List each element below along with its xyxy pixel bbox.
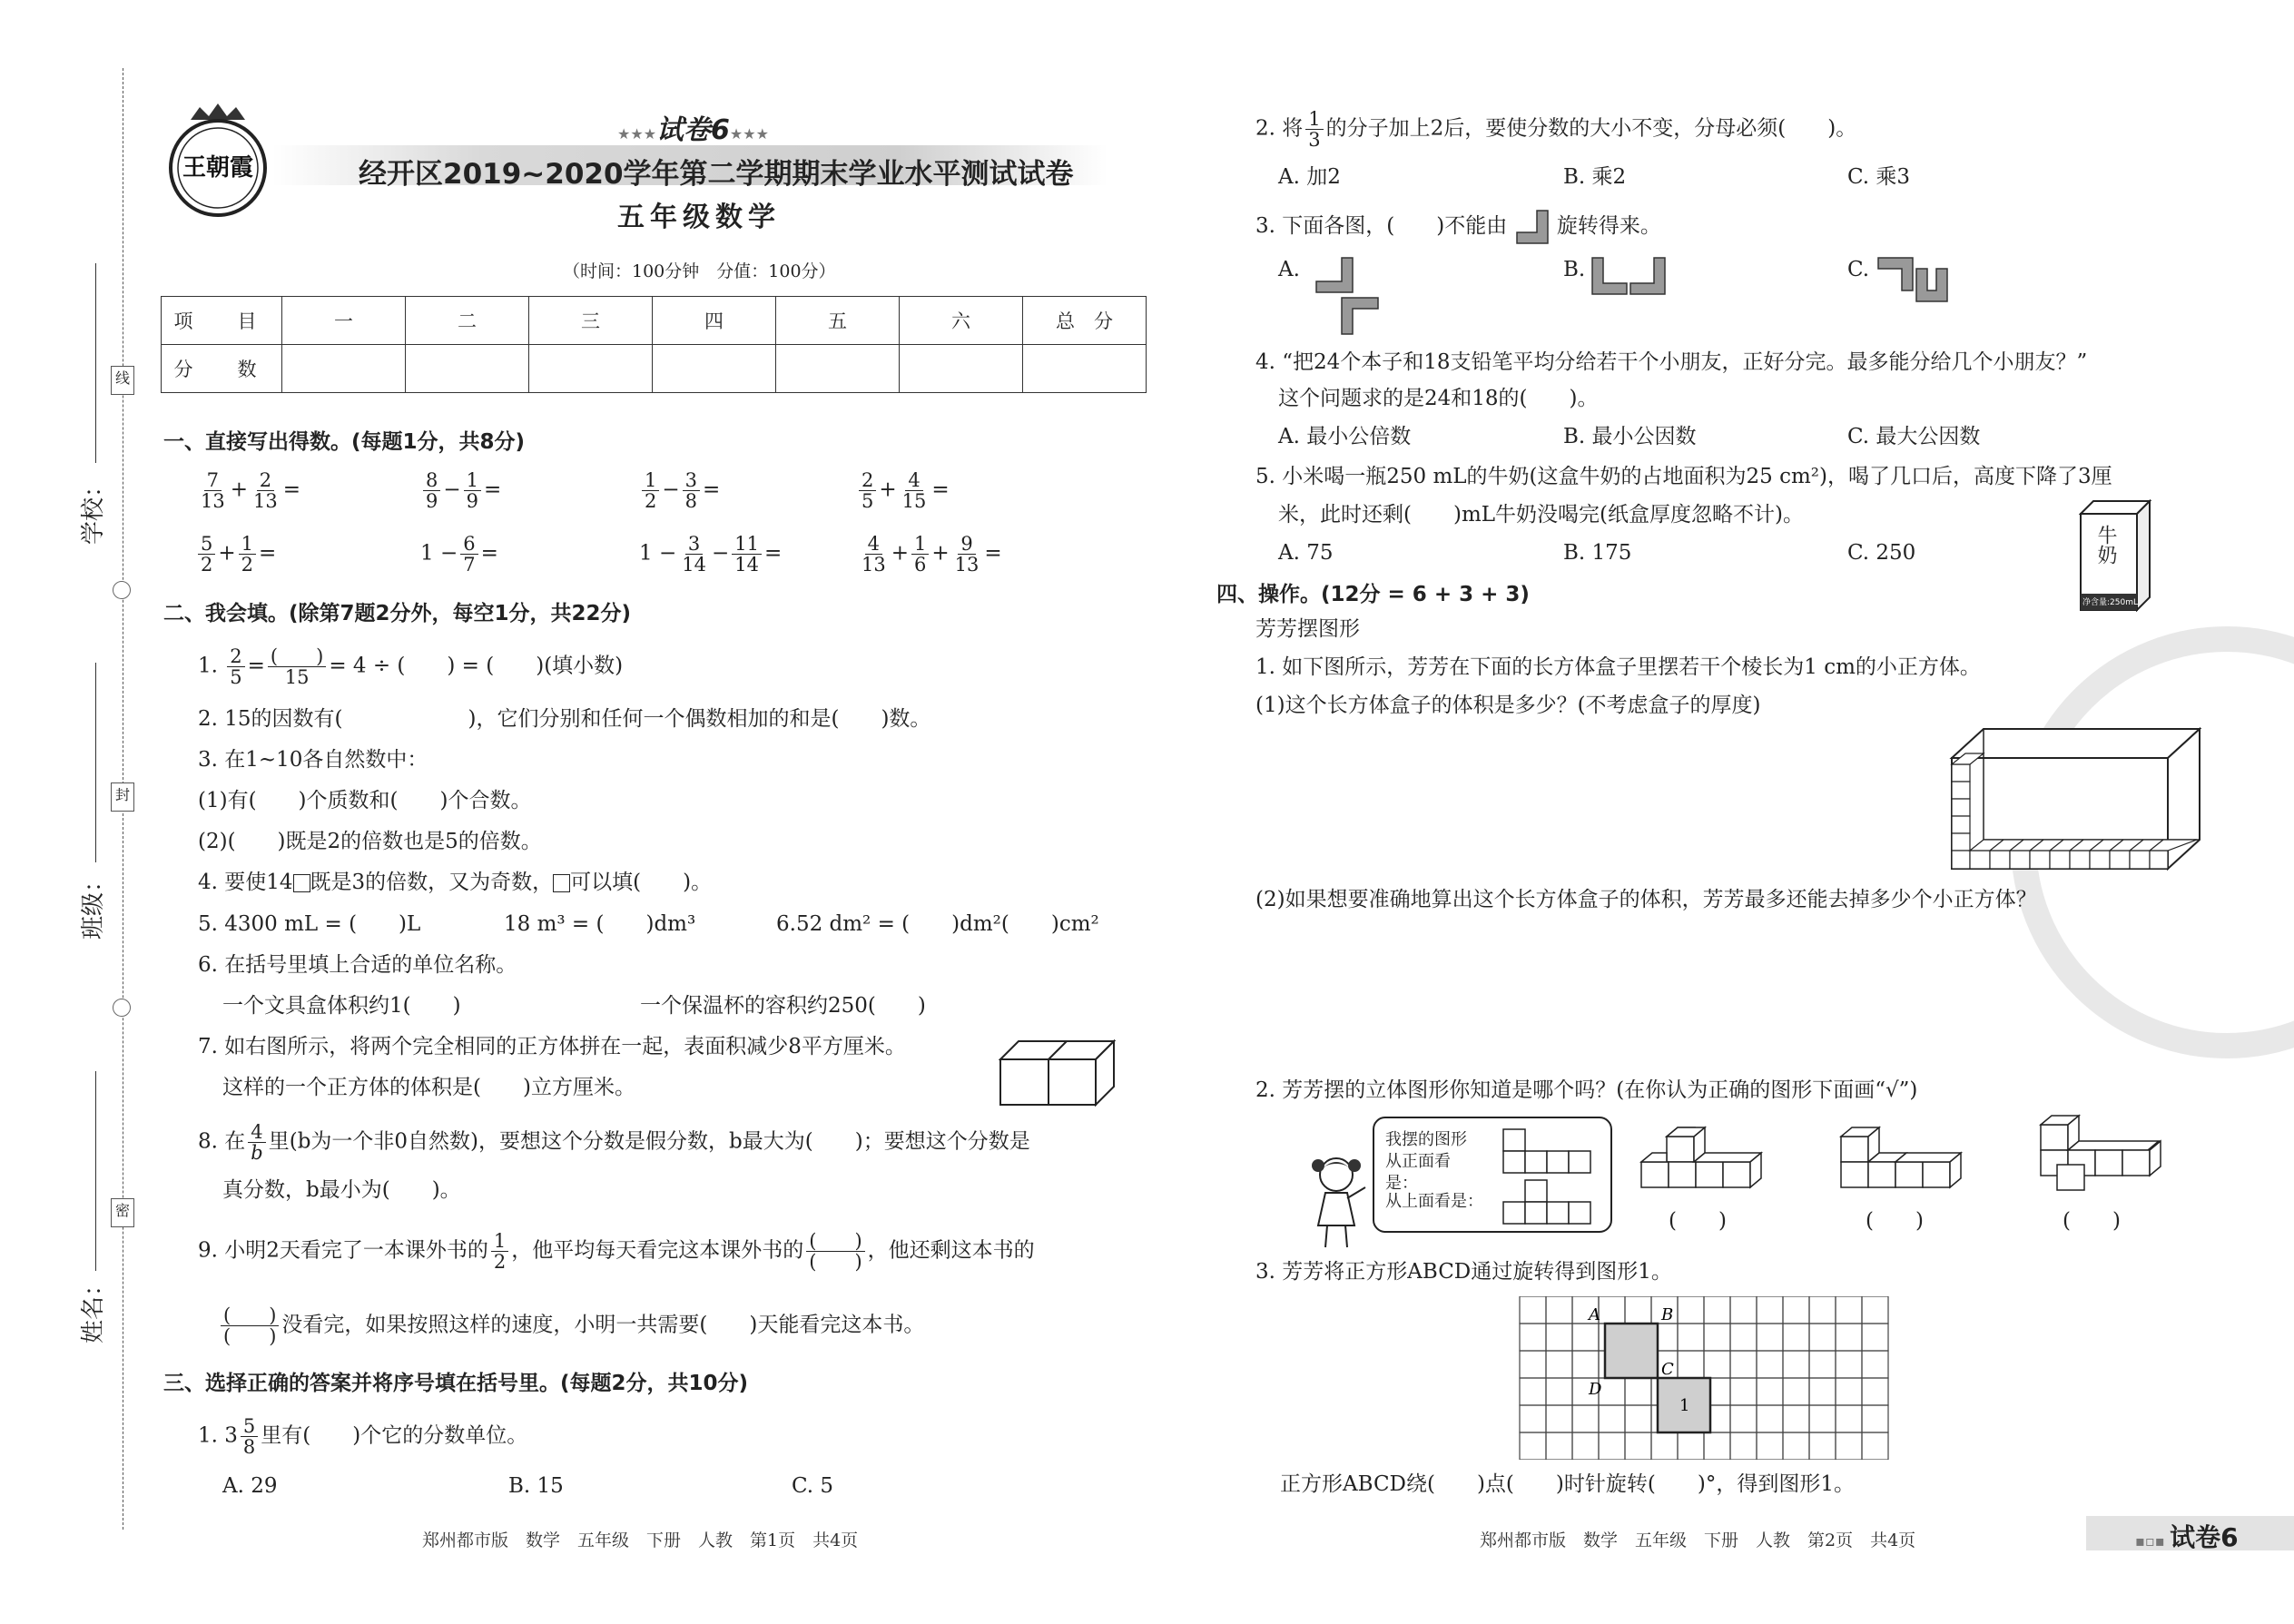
solid-answer-1[interactable]: ( ) bbox=[1669, 1209, 1727, 1233]
calc-2: $\frac{8}{9}$ − $\frac{1}{9}$ = bbox=[420, 470, 501, 511]
grid-cell bbox=[1809, 1432, 1836, 1460]
binding-mark-secret: 密 bbox=[111, 1198, 134, 1227]
grid-cell bbox=[1704, 1432, 1730, 1460]
score-cell[interactable] bbox=[1023, 345, 1147, 393]
s2-q6b: 一个保温杯的容积约250( ) bbox=[640, 994, 926, 1018]
grid-cell bbox=[1625, 1378, 1651, 1405]
grid-cell bbox=[1757, 1378, 1783, 1405]
score-cell[interactable] bbox=[653, 345, 776, 393]
front-view-shape bbox=[1501, 1127, 1592, 1178]
calc-6: 1 − $\frac{6}{7}$ = bbox=[420, 533, 498, 576]
grid-cell bbox=[1809, 1378, 1836, 1405]
solid-option-2 bbox=[1839, 1126, 1966, 1191]
binding-circle-1 bbox=[113, 581, 131, 599]
score-row-label: 分 数 bbox=[162, 345, 282, 393]
score-cell[interactable] bbox=[776, 345, 900, 393]
grid-cell bbox=[1625, 1296, 1651, 1324]
calc-8: $\frac{4}{13}$ + $\frac{1}{6}$ + $\frac{9}{13}$ = bbox=[861, 533, 1002, 576]
s4-q1b: (2)如果想要准确地算出这个长方体盒子的体积，芳芳最多还能去掉多少个小正方体？ bbox=[1255, 888, 2037, 911]
s3-q2-option-c[interactable]: C. 乘3 bbox=[1847, 165, 1911, 189]
footer-right: 郑州都市版 数学 五年级 下册 人教 第2页 共4页 bbox=[1480, 1530, 1916, 1550]
grid-cell bbox=[1783, 1296, 1809, 1324]
score-header-total: 总 分 bbox=[1023, 297, 1147, 345]
grid-cell bbox=[1757, 1432, 1783, 1460]
s3-q4-option-b[interactable]: B. 最小公因数 bbox=[1563, 425, 1697, 448]
grid-cell bbox=[1546, 1324, 1572, 1351]
calc-5: $\frac{5}{2}$ + $\frac{1}{2}$ = bbox=[195, 534, 276, 575]
score-cell[interactable] bbox=[900, 345, 1023, 393]
grid-cell bbox=[1757, 1405, 1783, 1432]
grid-cell bbox=[1730, 1324, 1757, 1351]
rotation-grid bbox=[1518, 1296, 1903, 1460]
binding-mark-line: 线 bbox=[111, 366, 134, 395]
grid-label-a: A bbox=[1589, 1305, 1600, 1324]
s4-q1a: (1)这个长方体盒子的体积是多少？(不考虑盒子的厚度) bbox=[1255, 694, 1761, 717]
grid-cell bbox=[1862, 1432, 1888, 1460]
grid-cell bbox=[1625, 1405, 1651, 1432]
grid-cell bbox=[1783, 1405, 1809, 1432]
top-view-shape bbox=[1501, 1178, 1592, 1227]
bubble-front-text: 我摆的图形从正面看是： bbox=[1385, 1130, 1467, 1193]
grid-label-d: D bbox=[1589, 1380, 1602, 1399]
option-c-shape bbox=[1876, 256, 1949, 303]
grid-cell bbox=[1678, 1351, 1704, 1378]
grid-cell bbox=[1783, 1378, 1809, 1405]
school-field[interactable] bbox=[95, 263, 96, 463]
s3-q4a: 4. “把24个本子和18支铅笔平均分给若干个小朋友，正好分完。最多能分给几个小朋友？” bbox=[1255, 350, 2088, 374]
grid-cell bbox=[1572, 1324, 1599, 1351]
grid-label-b: B bbox=[1661, 1305, 1674, 1324]
grid-cell bbox=[1757, 1296, 1783, 1324]
s2-q7a: 7. 如右图所示，将两个完全相同的正方体拼在一起，表面积减少8平方厘米。 bbox=[198, 1035, 906, 1058]
school-label: 学校： bbox=[80, 473, 107, 545]
s3-q3-option-a[interactable]: A. bbox=[1278, 258, 1300, 281]
s3-q5a: 5. 小米喝一瓶250 mL的牛奶(这盒牛奶的占地面积为25 cm²)，喝了几口后，高度下降了3厘 bbox=[1255, 465, 2112, 488]
s2-q5a: 5. 4300 mL = ( )L bbox=[198, 912, 421, 936]
solid-option-3 bbox=[2039, 1112, 2166, 1194]
s2-q7b: 这样的一个正方体的体积是( )立方厘米。 bbox=[222, 1076, 635, 1099]
exam-title: 经开区2019~2020学年第二学期期末学业水平测试试卷 bbox=[359, 158, 1074, 191]
grid-cell bbox=[1704, 1324, 1730, 1351]
grid-cell bbox=[1862, 1351, 1888, 1378]
s2-q3: 3. 在1~10各自然数中： bbox=[198, 748, 428, 772]
s3-q3-option-c[interactable]: C. bbox=[1847, 258, 1870, 281]
s3-q2: 2. 将 $\frac{1}{3}$ 的分子加上2后，要使分数的大小不变，分母必须( )。 bbox=[1255, 108, 1857, 151]
s2-q3b: (2)( )既是2的倍数也是5的倍数。 bbox=[198, 830, 542, 853]
section2-heading: 二、我会填。(除第7题2分外，每空1分，共22分) bbox=[163, 602, 632, 625]
s4-q2: 2. 芳芳摆的立体图形你知道是哪个吗？(在你认为正确的图形下面画“√”) bbox=[1255, 1078, 1918, 1102]
grid-cell bbox=[1546, 1378, 1572, 1405]
grid-cell bbox=[1678, 1296, 1704, 1324]
s2-q5b: 18 m³ = ( )dm³ bbox=[504, 912, 696, 936]
s3-q2-option-a[interactable]: A. 加2 bbox=[1278, 165, 1341, 189]
grid-label-c: C bbox=[1661, 1360, 1674, 1379]
s3-q4-option-a[interactable]: A. 最小公倍数 bbox=[1278, 425, 1412, 448]
grid-cell bbox=[1572, 1432, 1599, 1460]
grid-cell bbox=[1862, 1378, 1888, 1405]
s3-q4-option-c[interactable]: C. 最大公因数 bbox=[1847, 425, 1981, 448]
milk-label: 牛奶 bbox=[2094, 525, 2117, 565]
grid-cell bbox=[1809, 1324, 1836, 1351]
grid-cell bbox=[1625, 1432, 1651, 1460]
s3-q3: 3. 下面各图，( )不能由 旋转得来。 bbox=[1255, 209, 1661, 245]
score-header-5: 五 bbox=[776, 297, 900, 345]
s2-q3a: (1)有( )个质数和( )个合数。 bbox=[198, 789, 532, 812]
grid-cell bbox=[1546, 1405, 1572, 1432]
bubble-top-text: 从上面看是： bbox=[1385, 1192, 1483, 1211]
calc-4: $\frac{2}{5}$ + $\frac{4}{15}$ = bbox=[856, 470, 950, 511]
s2-q9: 9. 小明2天看完了一本课外书的 $\frac{1}{2}$ ，他平均每天看完这本课外书的 $\frac{( )}{( )}$ ，他还剩这本书的 bbox=[198, 1230, 1035, 1273]
option-b-shape bbox=[1590, 256, 1667, 298]
grid-cell bbox=[1704, 1351, 1730, 1378]
grid-cell bbox=[1704, 1296, 1730, 1324]
footer-tag: ▪▫▪ 试卷6 bbox=[2135, 1522, 2239, 1552]
subject-title: 五年级数学 bbox=[617, 202, 781, 233]
solid-answer-2[interactable]: ( ) bbox=[1866, 1209, 1924, 1233]
score-header-4: 四 bbox=[653, 297, 776, 345]
grid-cell bbox=[1599, 1432, 1625, 1460]
grid-cell bbox=[1862, 1324, 1888, 1351]
s2-q9d: $\frac{( )}{( )}$ 没看完，如果按照这样的速度，小明一共需要( )天能看完这本书。 bbox=[218, 1305, 924, 1346]
score-header-3: 三 bbox=[529, 297, 653, 345]
grid-cell bbox=[1520, 1378, 1546, 1405]
grid-cell bbox=[1757, 1351, 1783, 1378]
s3-q5-option-b[interactable]: B. 175 bbox=[1563, 541, 1632, 565]
binding-mark-seal: 封 bbox=[111, 782, 134, 812]
grid-cell bbox=[1599, 1405, 1625, 1432]
class-label: 班级： bbox=[80, 868, 107, 940]
grid-cell bbox=[1572, 1351, 1599, 1378]
grid-cell bbox=[1520, 1405, 1546, 1432]
score-cell[interactable] bbox=[406, 345, 529, 393]
s2-q1-tail: = 4 ÷ ( ) = ( )(填小数) bbox=[329, 654, 624, 678]
grid-cell bbox=[1599, 1378, 1625, 1405]
grid-cell bbox=[1836, 1351, 1862, 1378]
time-info: （时间：100分钟 分值：100分） bbox=[563, 261, 836, 281]
footer-left: 郑州都市版 数学 五年级 下册 人教 第1页 共4页 bbox=[422, 1530, 859, 1550]
score-cell[interactable] bbox=[282, 345, 406, 393]
grid-cell bbox=[1678, 1432, 1704, 1460]
grid-cell bbox=[1757, 1324, 1783, 1351]
blank-square bbox=[293, 874, 310, 892]
grid-cell bbox=[1599, 1296, 1625, 1324]
grid-cell bbox=[1783, 1432, 1809, 1460]
milk-net-content: 净含量:250mL bbox=[2082, 598, 2138, 607]
s3-q4b: 这个问题求的是24和18的( )。 bbox=[1278, 387, 1599, 410]
s4-q3-answer: 正方形ABCD绕( )点( )时针旋转( )°，得到图形1。 bbox=[1280, 1472, 1855, 1496]
grid-cell bbox=[1730, 1432, 1757, 1460]
grid-cell bbox=[1836, 1378, 1862, 1405]
s2-q4: 4. 要使14 既是3的倍数，又为奇数， 可以填( )。 bbox=[198, 871, 713, 894]
grid-cell bbox=[1520, 1351, 1546, 1378]
grid-cell bbox=[1678, 1324, 1704, 1351]
l-shape-figure bbox=[1514, 209, 1551, 245]
score-header-6: 六 bbox=[900, 297, 1023, 345]
grid-label-1: 1 bbox=[1679, 1396, 1690, 1415]
grid-cell bbox=[1546, 1351, 1572, 1378]
score-header-2: 二 bbox=[406, 297, 529, 345]
s3-q1-option-a[interactable]: A. 29 bbox=[222, 1474, 278, 1498]
grid-cell bbox=[1809, 1351, 1836, 1378]
solid-option-1 bbox=[1639, 1126, 1767, 1191]
grid-cell bbox=[1520, 1324, 1546, 1351]
s3-q2-option-b[interactable]: B. 乘2 bbox=[1563, 165, 1627, 189]
binding-circle-2 bbox=[113, 999, 131, 1017]
grid-cell bbox=[1730, 1378, 1757, 1405]
grid-cell bbox=[1546, 1296, 1572, 1324]
grid-cell bbox=[1546, 1432, 1572, 1460]
grid-cell bbox=[1651, 1432, 1678, 1460]
s2-q8c: 真分数，b最小为( )。 bbox=[222, 1178, 461, 1202]
grid-cell bbox=[1520, 1296, 1546, 1324]
grid-cell bbox=[1809, 1296, 1836, 1324]
svg-text:王朝霞: 王朝霞 bbox=[182, 154, 254, 182]
grid-cell bbox=[1572, 1405, 1599, 1432]
grid-cell bbox=[1836, 1405, 1862, 1432]
grid-cell bbox=[1783, 1351, 1809, 1378]
option-a-shape bbox=[1305, 256, 1387, 338]
s4-intro: 芳芳摆图形 bbox=[1255, 617, 1360, 641]
s3-q5-option-a[interactable]: A. 75 bbox=[1278, 541, 1334, 565]
blank-square bbox=[553, 874, 570, 892]
grid-cell bbox=[1730, 1405, 1757, 1432]
grid-cell bbox=[1730, 1351, 1757, 1378]
girl-illustration bbox=[1300, 1153, 1373, 1253]
score-header-1: 一 bbox=[282, 297, 406, 345]
class-field[interactable] bbox=[95, 663, 96, 862]
s3-q5-option-c[interactable]: C. 250 bbox=[1847, 541, 1916, 565]
s2-q1: 1. $\frac{2}{5}$ = $\frac{( )}{15}$ = 4 ÷ ( ) = ( )(填小数) bbox=[198, 645, 624, 688]
s2-q6a: 一个文具盒体积约1( ) bbox=[222, 994, 461, 1018]
cube-box-figure bbox=[1947, 726, 2201, 871]
s4-q1: 1. 如下图所示，芳芳在下面的长方体盒子里摆若干个棱长为1 cm的小正方体。 bbox=[1255, 655, 1981, 679]
score-table bbox=[161, 296, 1147, 393]
s4-q3: 3. 芳芳将正方形ABCD通过旋转得到图形1。 bbox=[1255, 1260, 1672, 1284]
paper-tag: ★★★试卷6★★★ bbox=[617, 114, 769, 146]
grid-cell bbox=[1862, 1296, 1888, 1324]
section3-heading: 三、选择正确的答案并将序号填在括号里。(每题2分，共10分) bbox=[163, 1372, 749, 1395]
calc-7: 1 − $\frac{3}{14}$ − $\frac{11}{14}$ = bbox=[639, 533, 783, 576]
section4-heading: 四、操作。(12分 = 6 + 3 + 3) bbox=[1216, 583, 1530, 606]
s3-q1-option-c[interactable]: C. 5 bbox=[792, 1474, 834, 1498]
grid-cell bbox=[1520, 1432, 1546, 1460]
s2-q5c: 6.52 dm² = ( )dm²( )cm² bbox=[776, 912, 1099, 936]
calc-3: $\frac{1}{2}$ − $\frac{3}{8}$ = bbox=[639, 470, 720, 511]
name-label: 姓名： bbox=[80, 1272, 107, 1343]
name-field[interactable] bbox=[95, 1071, 96, 1271]
grid-cell bbox=[1862, 1405, 1888, 1432]
brand-logo bbox=[163, 100, 272, 218]
solid-answer-3[interactable]: ( ) bbox=[2063, 1209, 2121, 1233]
calc-1: $\frac{7}{13}$ + $\frac{2}{13}$ = bbox=[201, 469, 301, 512]
s3-q5b: 米，此时还剩( )mL牛奶没喝完(纸盒厚度忽略不计)。 bbox=[1278, 503, 1804, 527]
s3-q1-option-b[interactable]: B. 15 bbox=[508, 1474, 564, 1498]
grid-cell bbox=[1809, 1405, 1836, 1432]
speech-bubble bbox=[1373, 1117, 1612, 1233]
s3-q3-option-b[interactable]: B. bbox=[1563, 258, 1586, 281]
section1-heading: 一、直接写出得数。(每题1分，共8分) bbox=[163, 430, 526, 454]
grid-cell bbox=[1783, 1324, 1809, 1351]
s2-q8: 8. 在 $\frac{4}{b}$ 里(b为一个非0自然数)，要想这个分数是假分数，b最大为( )；要想这个分数是 bbox=[198, 1121, 1030, 1164]
s2-q2: 2. 15的因数有( )，它们分别和任何一个偶数相加的和是( )数。 bbox=[198, 707, 931, 731]
grid-cell bbox=[1836, 1432, 1862, 1460]
s2-q6: 6. 在括号里填上合适的单位名称。 bbox=[198, 953, 517, 977]
grid-cell bbox=[1836, 1324, 1862, 1351]
two-cubes-figure bbox=[999, 1039, 1117, 1111]
grid-cell bbox=[1730, 1296, 1757, 1324]
score-header-item: 项 目 bbox=[162, 297, 282, 345]
milk-carton bbox=[2079, 499, 2151, 612]
score-cell[interactable] bbox=[529, 345, 653, 393]
s3-q1: 1. 3 $\frac{5}{8}$ 里有( )个它的分数单位。 bbox=[198, 1415, 528, 1458]
grid-cell bbox=[1836, 1296, 1862, 1324]
